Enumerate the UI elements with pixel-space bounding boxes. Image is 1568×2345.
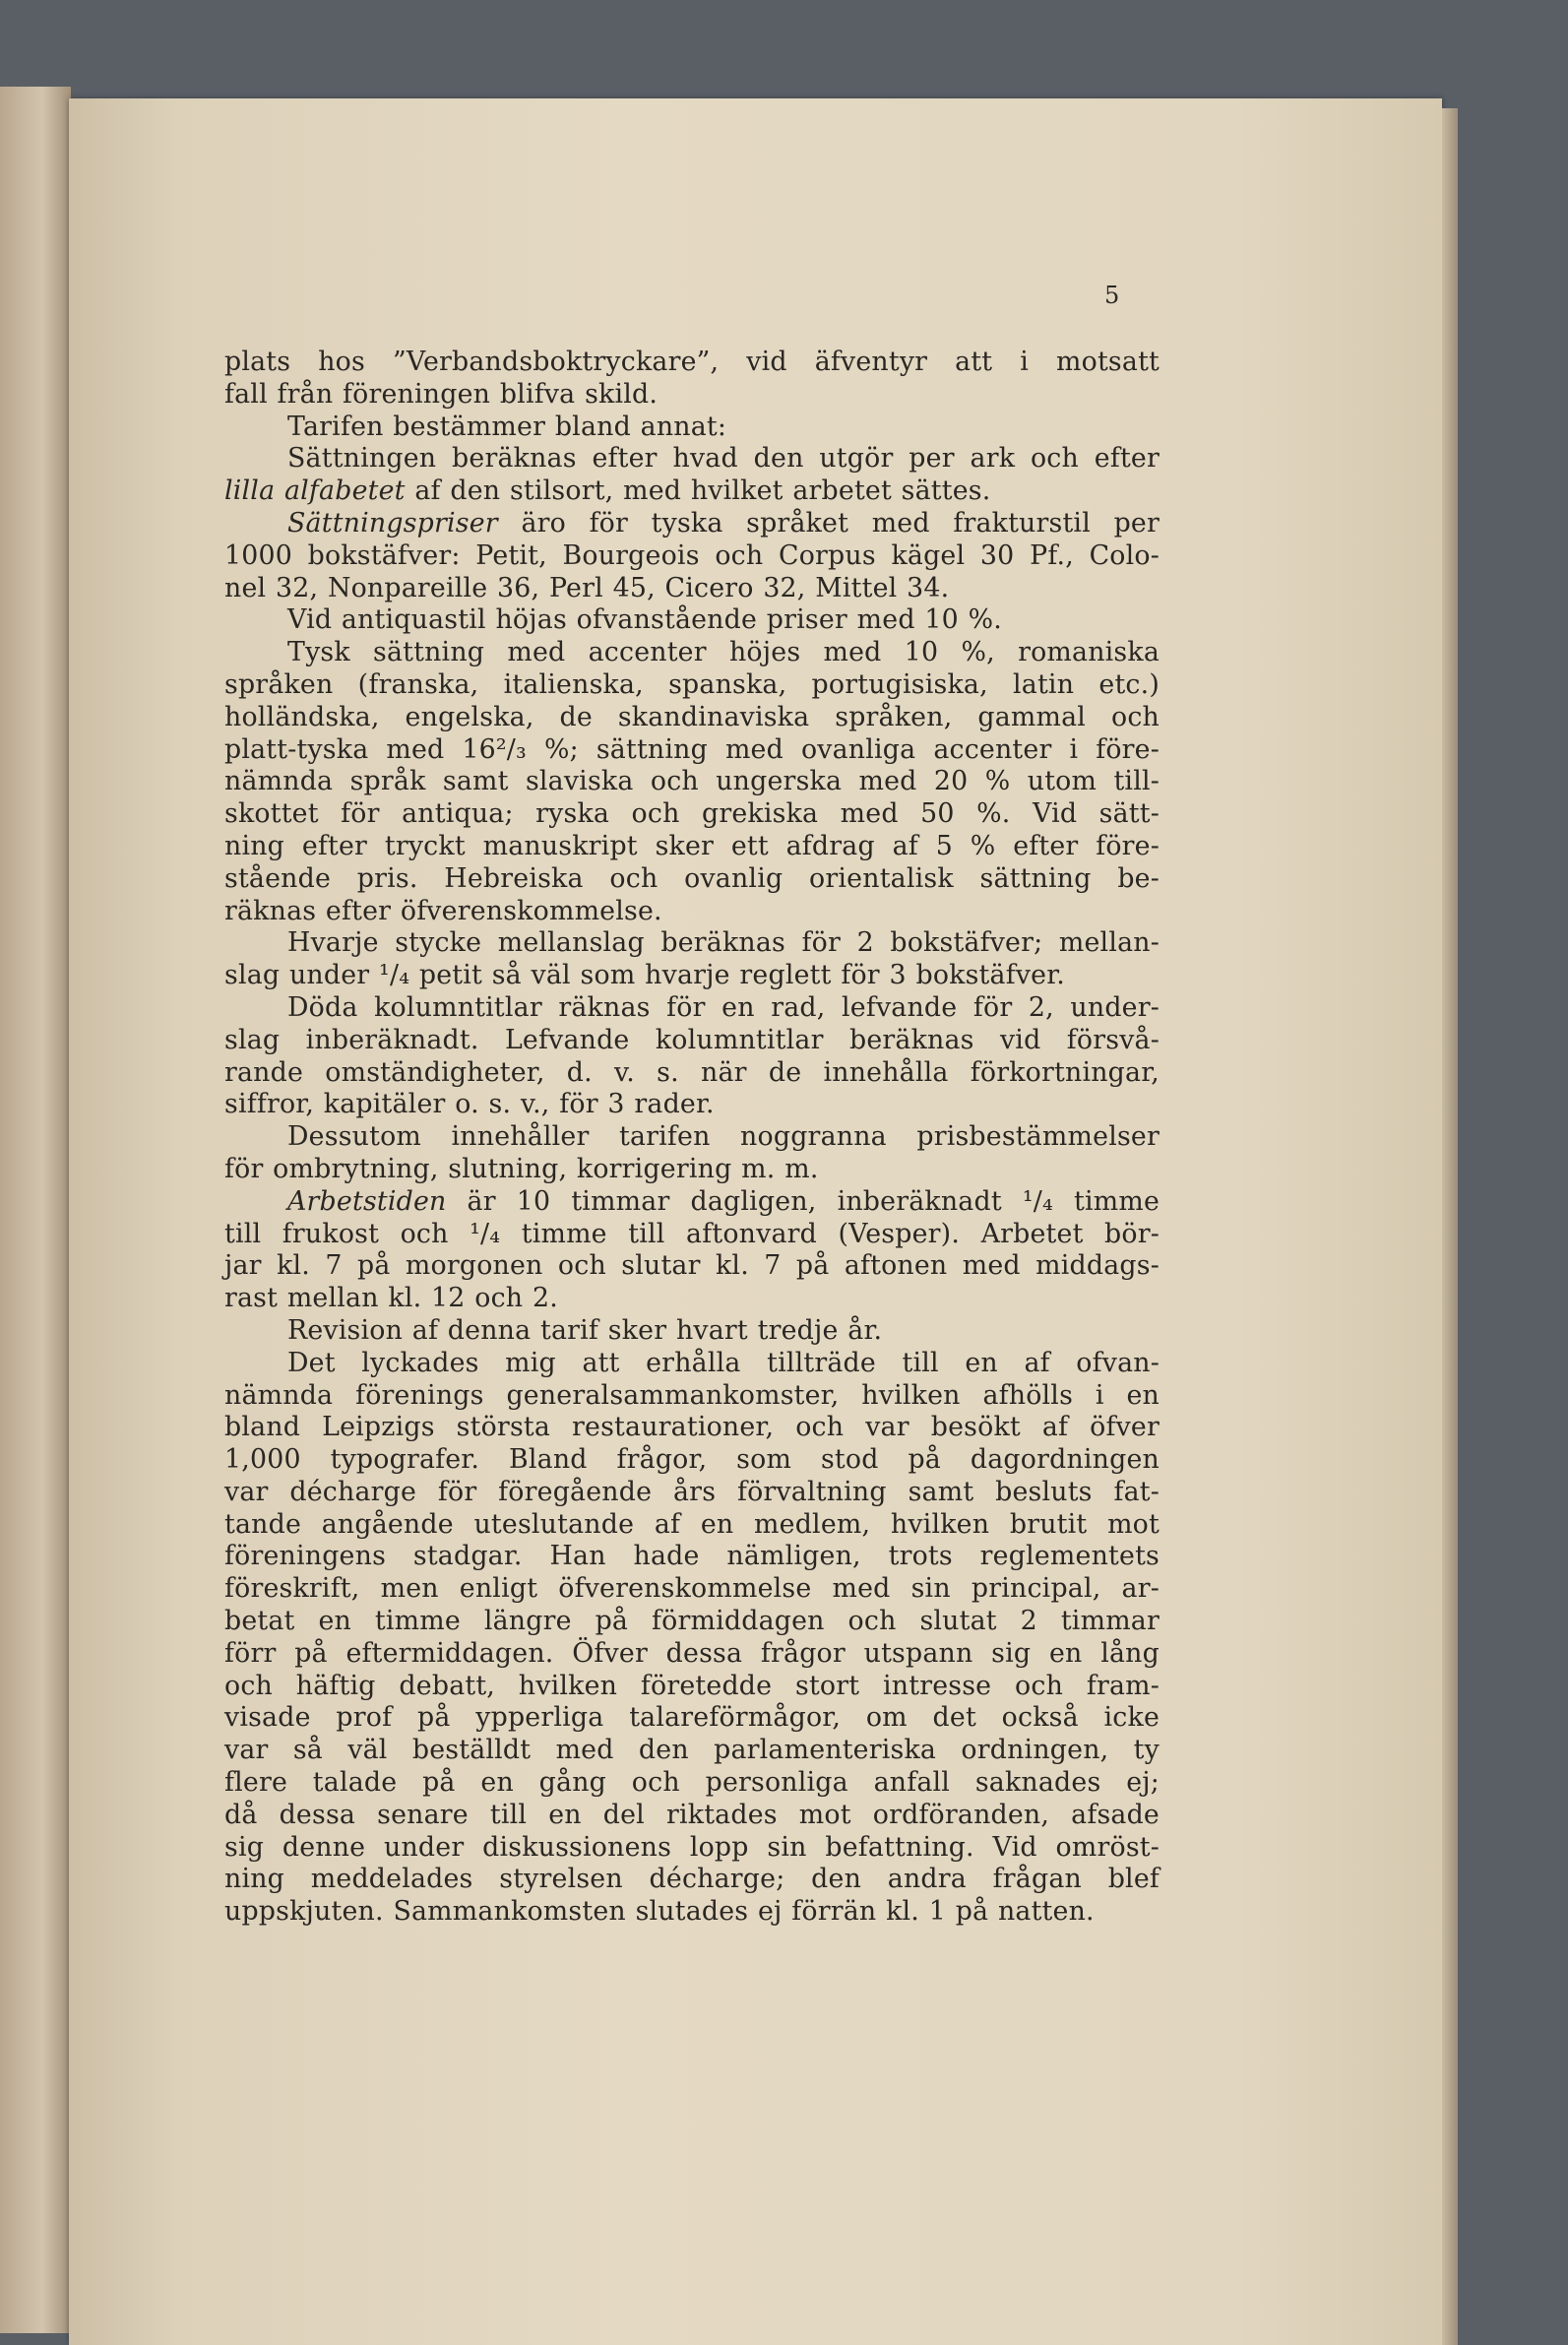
text-line <box>224 669 1160 702</box>
text-segment: platt-tyska med 16²/₃ %; sättning med ovanliga accenter i före- <box>224 733 1160 765</box>
text-line <box>224 1573 1160 1606</box>
text-segment: af den stilsort, med hvilket arbetet sättes. <box>405 475 991 507</box>
text-segment: siffror, kapitäler o. s. v., för 3 rader. <box>224 1089 715 1120</box>
text-line <box>224 992 1160 1025</box>
text-segment: då dessa senare till en del riktades mot ordföranden, afsade <box>224 1799 1160 1830</box>
text-line <box>224 927 1160 960</box>
text-line <box>224 1477 1160 1509</box>
italic-term: Arbetstiden <box>287 1185 447 1217</box>
text-line <box>224 1250 1160 1283</box>
text-segment: Det lyckades mig att erhålla tillträde till en af ofvan- <box>287 1347 1160 1378</box>
text-segment: Tarifen bestämmer bland annat: <box>287 411 727 442</box>
text-line <box>224 1057 1160 1090</box>
text-line <box>224 540 1160 573</box>
text-segment: nämnda förenings generalsammankomster, hvilken afhölls i en <box>224 1379 1160 1411</box>
text-segment: tande angående uteslutande af en medlem, hvilken brutit mot <box>224 1508 1160 1540</box>
italic-term: Sättningspriser <box>287 507 498 539</box>
text-segment: stående pris. Hebreiska och ovanlig orientalisk sättning be- <box>224 862 1160 894</box>
text-line <box>224 1348 1160 1380</box>
text-segment: Hvarje stycke mellanslag beräknas för 2 bokstäfver; mellan- <box>287 927 1160 959</box>
text-line <box>224 1800 1160 1832</box>
text-line <box>224 1735 1160 1767</box>
text-segment: uppskjuten. Sammankomsten slutades ej förrän kl. 1 på natten. <box>224 1896 1095 1928</box>
text-line <box>224 1121 1160 1154</box>
text-line <box>224 379 1160 412</box>
text-line <box>224 1767 1160 1800</box>
text-line <box>224 1089 1160 1121</box>
text-line <box>224 508 1160 540</box>
text-segment: slag under ¹/₄ petit så väl som hvarje reglett för 3 bokstäfver. <box>224 960 1065 991</box>
text-line <box>224 1380 1160 1413</box>
text-segment: visade prof på ypperliga talareförmågor, om det också icke <box>224 1702 1160 1734</box>
text-segment: flere talade på en gång och personliga anfall saknades ej; <box>224 1767 1160 1799</box>
text-segment: 1000 bokstäfver: Petit, Bourgeois och Corpus kägel 30 Pf., Colo- <box>224 539 1160 571</box>
text-segment: föreskrift, men enligt öfverenskommelse med sin principal, ar- <box>224 1573 1160 1605</box>
text-segment: rast mellan kl. 12 och 2. <box>224 1283 558 1314</box>
text-line <box>224 1186 1160 1219</box>
text-line <box>224 1864 1160 1896</box>
text-line <box>224 604 1160 637</box>
text-line <box>224 1315 1160 1348</box>
text-segment: Tysk sättning med accenter höjes med 10 %, romaniska <box>287 637 1160 668</box>
text-segment: Vid antiquastil höjas ofvanstående priser med 10 %. <box>287 604 1002 636</box>
previous-page-edge <box>0 87 71 2333</box>
body-text <box>224 347 1160 1929</box>
text-segment: jar kl. 7 på morgonen och slutar kl. 7 på aftonen med middags- <box>224 1250 1160 1282</box>
text-segment: föreningens stadgar. Han hade nämligen, trots reglementets <box>224 1541 1160 1572</box>
text-segment: nämnda språk samt slaviska och ungerska med 20 % utom till- <box>224 766 1160 797</box>
text-line <box>224 1541 1160 1573</box>
text-segment: nel 32, Nonpareille 36, Perl 45, Cicero 32, Mittel 34. <box>224 572 950 603</box>
text-segment: och häftig debatt, hvilken företedde stort intresse och fram- <box>224 1670 1160 1701</box>
text-segment: fall från föreningen blifva skild. <box>224 378 659 410</box>
italic-term: lilla alfabetet <box>224 475 406 507</box>
text-segment: plats hos ”Verbandsboktryckare”, vid äfventyr att i motsatt <box>224 347 1160 377</box>
text-line <box>224 1444 1160 1477</box>
text-line <box>224 443 1160 475</box>
text-segment: holländska, engelska, de skandinaviska språken, gammal och <box>224 701 1160 732</box>
text-segment: ning meddelades styrelsen décharge; den andra frågan blef <box>224 1864 1160 1895</box>
text-line <box>224 347 1160 379</box>
text-line <box>224 573 1160 605</box>
text-line <box>224 1896 1160 1929</box>
text-segment: sig denne under diskussionens lopp sin befattning. Vid omröst- <box>224 1831 1160 1863</box>
text-segment: Dessutom innehåller tarifen noggranna prisbestämmelser <box>287 1121 1160 1153</box>
text-segment: äro för tyska språket med frakturstil per <box>497 507 1160 539</box>
text-line <box>224 863 1160 896</box>
text-line <box>224 766 1160 798</box>
text-line <box>224 475 1160 508</box>
text-line <box>224 1509 1160 1542</box>
text-segment: betat en timme längre på förmiddagen och slutat 2 timmar <box>224 1606 1160 1637</box>
text-line <box>224 1412 1160 1444</box>
text-line <box>224 798 1160 831</box>
text-segment: rande omständigheter, d. v. s. när de innehålla förkortningar, <box>224 1056 1160 1088</box>
text-segment: till frukost och ¹/₄ timme till aftonvard (Vesper). Arbetet bör- <box>224 1218 1160 1249</box>
text-segment: Revision af denna tarif sker hvart tredje år. <box>287 1314 883 1346</box>
page-number: 5 <box>1104 282 1120 309</box>
text-line <box>224 1671 1160 1703</box>
text-segment: språken (franska, italienska, spanska, portugisiska, latin etc.) <box>224 668 1160 700</box>
text-line <box>224 1154 1160 1186</box>
text-line <box>224 960 1160 992</box>
text-line <box>224 896 1160 928</box>
text-line <box>224 412 1160 444</box>
text-segment: Sättningen beräknas efter hvad den utgör per ark och efter <box>287 443 1160 475</box>
text-line <box>224 702 1160 734</box>
text-segment: 1,000 typografer. Bland frågor, som stod på dagordningen <box>224 1444 1160 1476</box>
text-segment: bland Leipzigs största restaurationer, och var besökt af öfver <box>224 1412 1160 1443</box>
text-line <box>224 831 1160 863</box>
text-line <box>224 1283 1160 1315</box>
text-line <box>224 637 1160 669</box>
page-stack-edge <box>1442 108 1458 2345</box>
text-line <box>224 1606 1160 1638</box>
text-line <box>224 1638 1160 1671</box>
text-segment: för ombrytning, slutning, korrigering m. m. <box>224 1153 819 1184</box>
text-line <box>224 1702 1160 1735</box>
text-segment: var décharge för föregående års förvaltning samt besluts fat- <box>224 1476 1160 1507</box>
text-line <box>224 1025 1160 1057</box>
text-segment: slag inberäknadt. Lefvande kolumntitlar beräknas vid försvå- <box>224 1024 1160 1055</box>
text-line <box>224 1219 1160 1251</box>
text-segment: ning efter tryckt manuskript sker ett afdrag af 5 % efter före- <box>224 830 1160 861</box>
text-segment: Döda kolumntitlar räknas för en rad, lefvande för 2, under- <box>287 991 1160 1023</box>
text-line <box>224 1832 1160 1865</box>
text-line <box>224 734 1160 767</box>
text-segment: förr på eftermiddagen. Öfver dessa frågor utspann sig en lång <box>224 1637 1160 1669</box>
text-segment: räknas efter öfverenskommelse. <box>224 895 662 926</box>
text-segment: var så väl beställdt med den parlamenteriska ordningen, ty <box>224 1735 1160 1766</box>
text-segment: skottet för antiqua; ryska och grekiska med 50 %. Vid sätt- <box>224 798 1160 830</box>
text-segment: är 10 timmar dagligen, inberäknadt ¹/₄ timme <box>446 1185 1160 1217</box>
